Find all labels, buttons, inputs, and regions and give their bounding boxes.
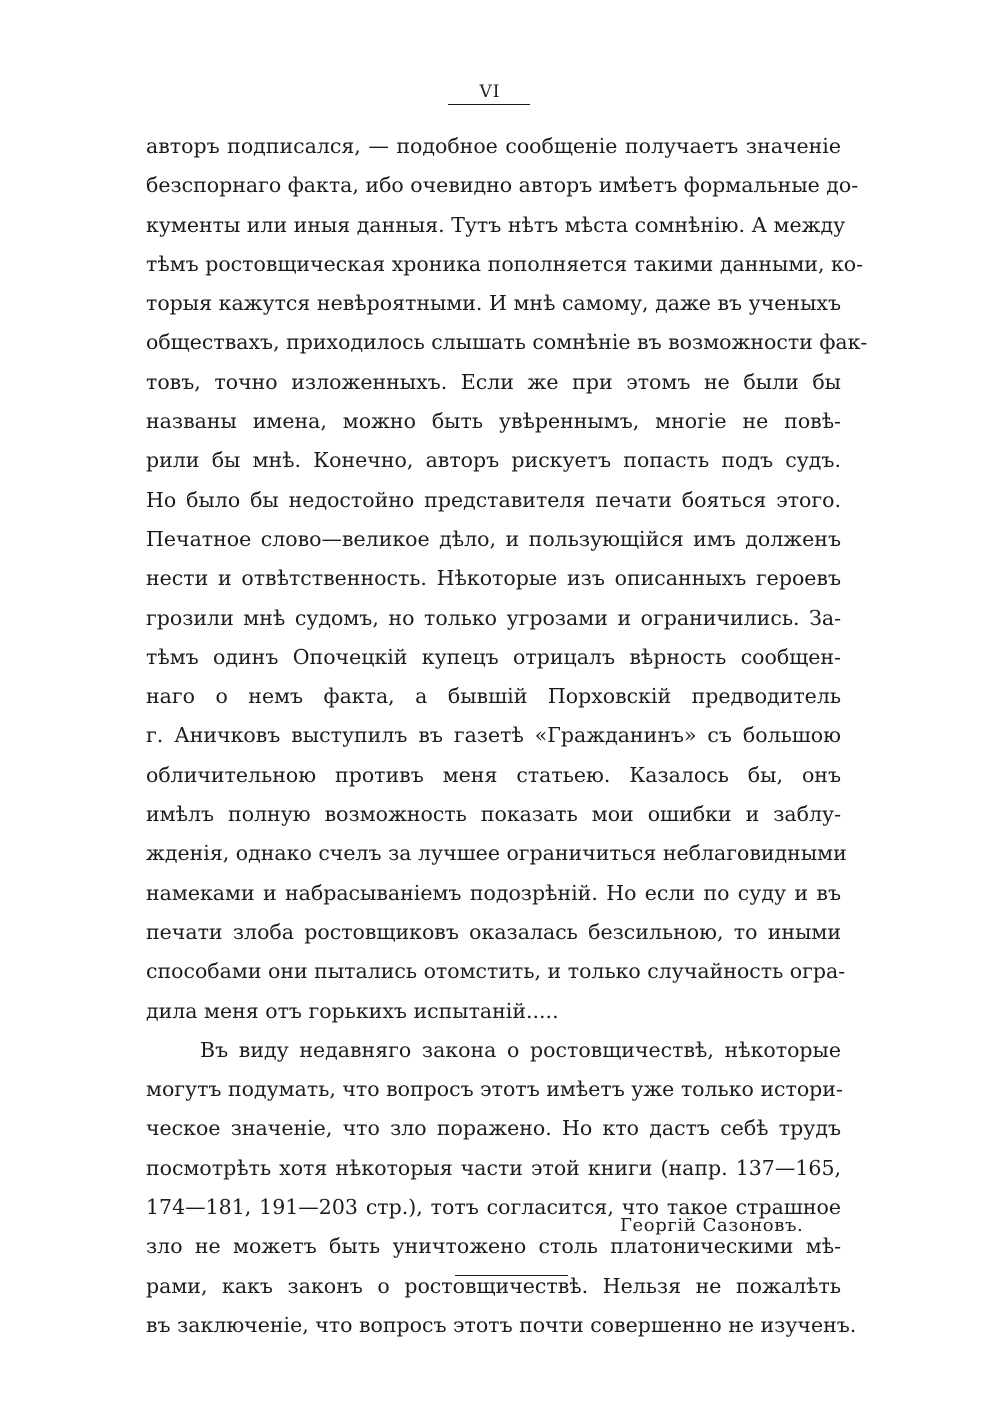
footer-rule [455,1275,568,1276]
text-line: торыя кажутся невѣроятными. И мнѣ самому, даже въ ученыхъ [146,291,841,316]
text-line: посмотрѣть хотя нѣкоторыя части этой книги (напр. 137—165, [146,1155,841,1180]
text-line: тѣмъ ростовщическая хроника пополняется такими данными, ко- [146,251,864,276]
text-line: ческое значеніе, что зло поражено. Но кто дастъ себѣ трудъ [146,1116,841,1141]
header-rule [448,104,530,105]
text-line: г. Аничковъ выступилъ въ газетѣ «Гражданинъ» съ большою [146,723,841,748]
text-line: жденія, однако счелъ за лучшее ограничиться неблаговидными [146,841,847,866]
text-line: Печатное слово—великое дѣло, и пользующійся имъ долженъ [146,526,841,551]
text-line: авторъ подписался, — подобное сообщеніе получаетъ значеніе [146,134,841,158]
text-line: рили бы мнѣ. Конечно, авторъ рискуетъ попасть подъ судъ. [146,448,841,473]
text-line: имѣлъ полную возможность показать мои ошибки и заблу- [146,802,841,827]
author-signature: Георгій Сазоновъ. [620,1215,804,1236]
text-line: рами, какъ законъ о ростовщичествѣ. Нельзя не пожалѣть [146,1273,841,1298]
text-line: печати злоба ростовщиковъ оказалась безсильною, то иными [146,919,841,944]
text-line: намеками и набрасываніемъ подозрѣній. Но если по суду и въ [146,880,841,905]
page-number: VI [479,82,501,102]
text-line: названы имена, можно быть увѣреннымъ, многіе не повѣ- [146,409,841,434]
text-line: обществахъ, приходилось слышать сомнѣніе въ возможности фак- [146,330,868,355]
paragraph-2 [146,1031,857,1345]
text-line: товъ, точно изложенныхъ. Если же при этомъ не были бы [146,369,841,394]
text-line: въ заключеніе, что вопросъ этотъ почти совершенно не изученъ. [146,1312,857,1337]
text-line: тѣмъ одинъ Опочецкій купецъ отрицалъ вѣрность сообщен- [146,644,841,669]
text-line: 174—181, 191—203 стр.), тотъ согласится, что такое страшное [146,1195,841,1220]
text-line: зло не можетъ быть уничтожено столь платоническими мѣ- [146,1234,841,1259]
body-text [146,127,868,1345]
text-line: дила меня отъ горькихъ испытаній..... [146,998,559,1023]
text-line: способами они пытались отомстить, и только случайность огра- [146,959,846,984]
text-line: безспорнаго факта, ибо очевидно авторъ имѣетъ формальные до- [146,173,859,198]
text-line: Въ виду недавняго закона о ростовщичествѣ, нѣкоторые [200,1037,841,1062]
text-line: нести и отвѣтственность. Нѣкоторые изъ описанныхъ героевъ [146,566,841,591]
text-line: могутъ подумать, что вопросъ этотъ имѣетъ уже только истори- [146,1077,843,1102]
text-line: грозили мнѣ судомъ, но только угрозами и ограничились. За- [146,605,841,630]
text-line: обличительною противъ меня статьею. Казалось бы, онъ [146,762,841,787]
paragraph-1 [146,127,868,1031]
text-line: Но было бы недостойно представителя печати бояться этого. [146,487,841,512]
text-line: кументы или иныя данныя. Тутъ нѣтъ мѣста сомнѣнію. А между [146,212,846,237]
text-line: наго о немъ факта, а бывшій Порховскій предводитель [146,684,841,709]
